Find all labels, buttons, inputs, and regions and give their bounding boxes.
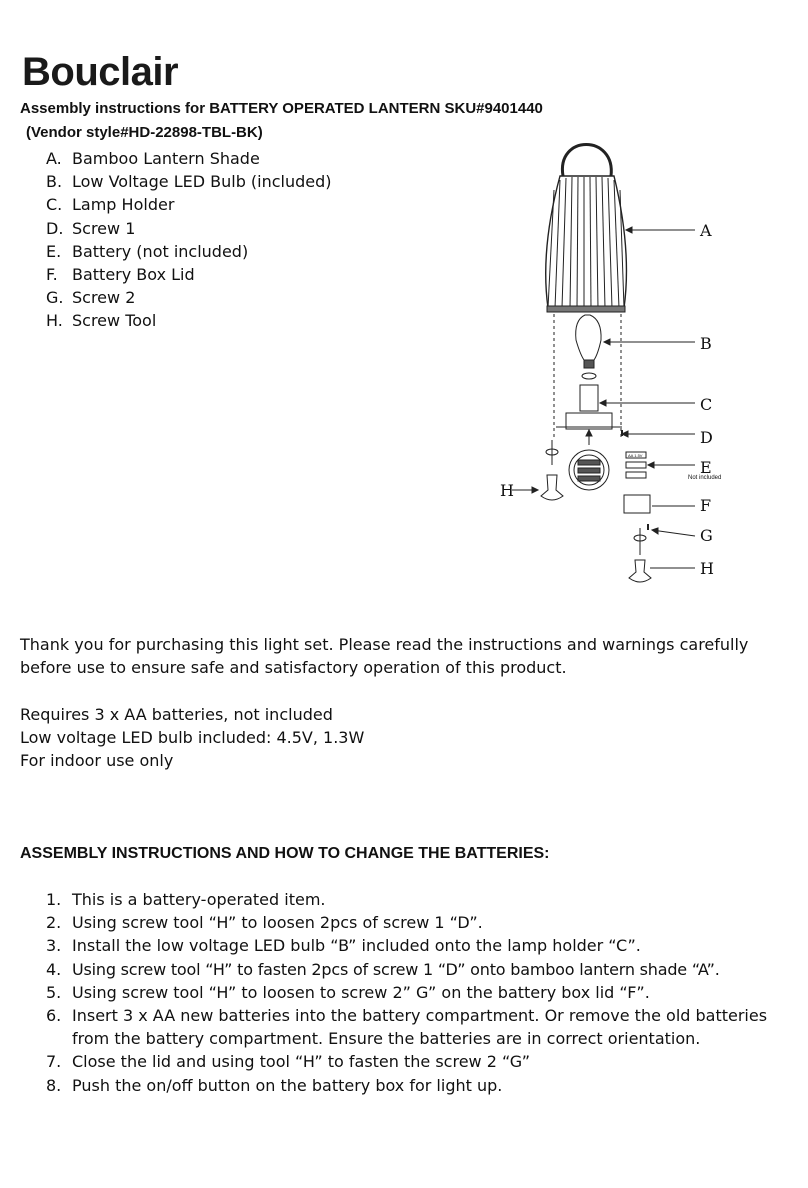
lantern-handle: [562, 145, 611, 177]
step-item: 4. Using screw tool “H” to fasten 2pcs of screw 1 “D” onto bamboo lantern shade “A”.: [46, 959, 720, 979]
lamp-holder-icon: [556, 385, 622, 429]
label-a: A: [700, 221, 712, 240]
label-d: D: [700, 428, 713, 447]
label-h-right: H: [700, 559, 714, 578]
vendor-style: (Vendor style#HD-22898-TBL-BK): [26, 124, 263, 141]
steps-list: [46, 888, 796, 1097]
screw-tool-icon: [541, 475, 563, 500]
not-included-note: Not included: [688, 475, 722, 481]
led-bulb-icon: [576, 315, 601, 368]
battery-lid-icon: [624, 495, 650, 513]
lantern-shade-icon: [546, 176, 627, 312]
part-item: E. Battery (not included): [46, 241, 249, 261]
intro-paragraph: Thank you for purchasing this light set. Please read the instructions and warnings carefully before use to ensure safe and satisfactory operation of this product.: [20, 635, 749, 677]
label-e: E: [700, 458, 712, 477]
step-item: 3. Install the low voltage LED bulb “B” included onto the lamp holder “C”.: [46, 936, 641, 956]
spec-line: For indoor use only: [20, 751, 174, 770]
step-item: 1. This is a battery-operated item.: [46, 890, 326, 909]
step-item: 8. Push the on/off button on the battery box for light up.: [46, 1075, 503, 1095]
battery-box-icon: [569, 450, 609, 490]
part-item: F. Battery Box Lid: [46, 264, 195, 284]
part-item: A. Bamboo Lantern Shade: [46, 149, 260, 168]
spec-line: Requires 3 x AA batteries, not included: [20, 705, 333, 724]
step-item: 5. Using screw tool “H” to loosen to screw 2” G” on the battery box lid “F”.: [46, 982, 650, 1002]
step-item: 2. Using screw tool “H” to loosen 2pcs of screw 1 “D”.: [46, 913, 483, 933]
document-title: Assembly instructions for BATTERY OPERATED LANTERN SKU#9401440: [20, 100, 543, 117]
label-c: C: [700, 395, 713, 414]
section-heading: ASSEMBLY INSTRUCTIONS AND HOW TO CHANGE THE BATTERIES:: [20, 845, 550, 862]
battery-text: AA 1.5V: [628, 453, 643, 458]
specifications: [20, 703, 364, 772]
label-f: F: [700, 496, 712, 515]
label-g: G: [700, 526, 713, 545]
part-item: D. Screw 1: [46, 218, 136, 238]
part-item: B. Low Voltage LED Bulb (included): [46, 172, 332, 192]
exploded-diagram: [490, 140, 730, 590]
screw-tool-icon: [629, 560, 651, 582]
part-item: G. Screw 2: [46, 288, 136, 308]
spec-line: Low voltage LED bulb included: 4.5V, 1.3W: [20, 728, 365, 747]
label-b: B: [700, 334, 712, 353]
step-item: 7. Close the lid and using tool “H” to fasten the screw 2 “G”: [46, 1052, 531, 1072]
brand-logo: Bouclair: [22, 50, 179, 94]
label-h-left: H: [500, 481, 514, 500]
part-item: H. Screw Tool: [46, 311, 157, 331]
step-item: 6. Insert 3 x AA new batteries into the battery compartment. Or remove the old batteries from the battery compartment. Ensure the batteries are in correct orientation.: [46, 1006, 768, 1049]
part-item: C. Lamp Holder: [46, 195, 175, 215]
parts-list: [46, 147, 332, 333]
